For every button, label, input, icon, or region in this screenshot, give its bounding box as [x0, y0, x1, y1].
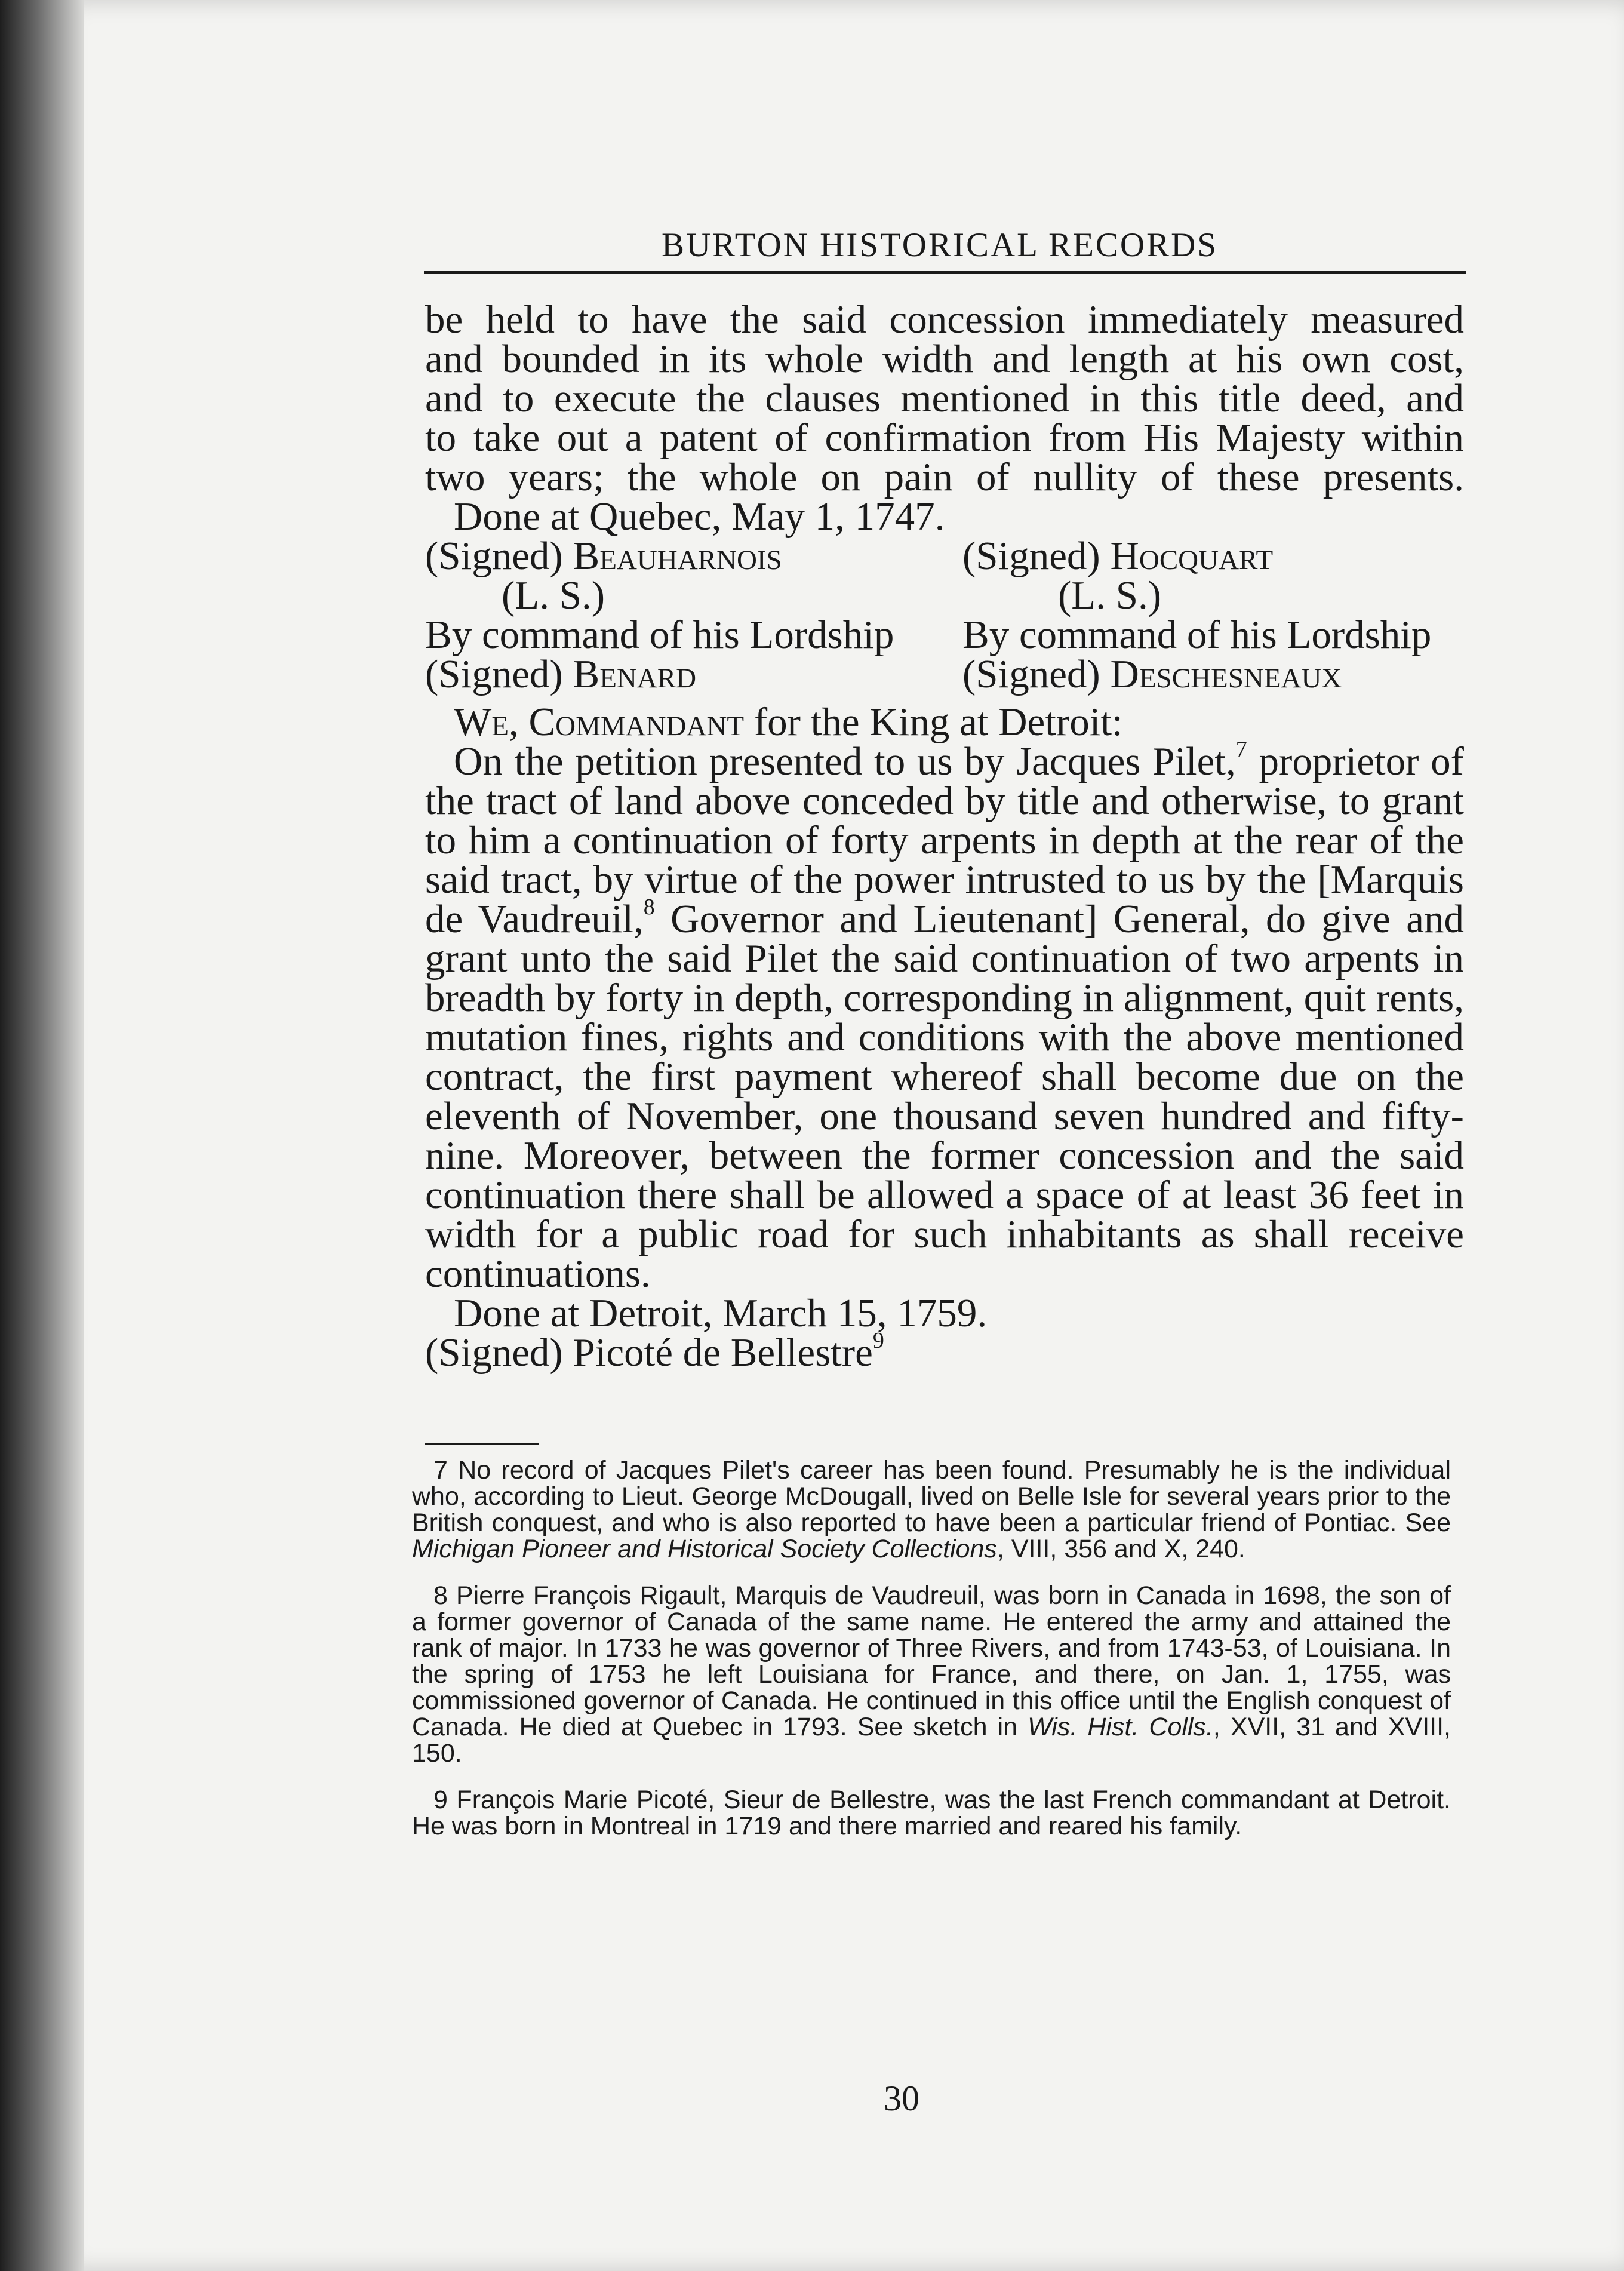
signer-deschesneaux: Deschesneaux [1110, 652, 1342, 696]
footnote-ref-8: 8 [643, 895, 655, 920]
main-text [425, 297, 1464, 1375]
petition-text: proprietor of the tract of land above conceded by title and otherwise, to grant to him a continuation of forty arpents in depth at the rear of the said tract, by virtue of the power intrusted to us by the [Marquis de Vaudreuil, [425, 739, 1464, 941]
command-right: By command of his Lordship [962, 613, 1432, 657]
text-line: and to execute the clauses mentioned in this title deed, and [425, 376, 1464, 420]
text-line: two years; the whole on pain of nullity of these presents. [425, 455, 1464, 499]
footnote-text: 7 No record of Jacques Pilet's career has been found. Presumably he is the individual who, according to Lieut. George McDougall, lived on Belle Isle for several years prior to the British conquest, and who is also reported to have been a particular friend of Pontiac. See [412, 1456, 1451, 1537]
signer-benard: Benard [573, 652, 697, 696]
footnote-9: 9 François Marie Picoté, Sieur de Bellestre, was the last French commandant at Detroit. He was born in Montreal in 1719 and there married and reared his family. [412, 1786, 1451, 1840]
petition-text: Governor and Lieutenant] General, do give and grant unto the said Pilet the said continuation of two arpents in breadth by forty in depth, corresponding in alignment, quit rents, mutation fines, rights and conditions with the above mentioned contract, the first payment whereof shall become due on the eleventh of November, one thousand seven hundred and fifty-nine. Moreover, between the former concession and the said continuation there shall be allowed a space of at least 36 feet in width for a public road for such inhabitants as shall receive continuations. [425, 897, 1464, 1296]
footnote-text: 8 Pierre François Rigault, Marquis de Vaudreuil, was born in Canada in 1698, the son of a former governor of Canada of the same name. He entered the army and attained the rank of major. In 1733 he was governor of Three Rivers, and from 1743-53, of Louisiana. In the spring of 1753 he left Louisiana for France, and there, on Jan. 1, 1755, was commissioned governor of Canada. He continued in this office until the English conquest of Canada. He died at Quebec in 1793. See sketch in [412, 1581, 1451, 1741]
petition-text: On the petition presented to us by Jacques Pilet, [454, 739, 1236, 783]
header-rule [424, 271, 1466, 274]
footnote-8 [412, 1582, 1451, 1766]
text-line: to take out a patent of confirmation from His Majesty within [425, 416, 1464, 460]
running-head: BURTON HISTORICAL RECORDS [662, 226, 1218, 264]
footnote-text: , VIII, 356 and X, 240. [996, 1535, 1245, 1563]
we-word: We, [454, 700, 529, 744]
seal-left: (L. S.) [502, 573, 605, 617]
signed-prefix: (Signed) [425, 652, 573, 696]
signature-left [425, 536, 945, 576]
signed-prefix: (Signed) [962, 534, 1111, 578]
final-signature [425, 1328, 1464, 1375]
secretary-left [425, 654, 945, 694]
done-at-quebec: Done at Quebec, May 1, 1747. [454, 494, 945, 539]
footnote-citation: Michigan Pioneer and Historical Society Collections [412, 1535, 997, 1563]
footnotes [412, 1457, 1451, 1860]
petition-paragraph [425, 737, 1464, 1296]
footnote-ref-7: 7 [1235, 737, 1247, 762]
signer-bellestre: (Signed) Picoté de Bellestre [425, 1330, 873, 1375]
footnote-citation: Wis. Hist. Colls. [1028, 1713, 1213, 1741]
signer-beauharnois: Beauharnois [573, 534, 782, 578]
secretary-right [945, 654, 1464, 694]
footnote-ref-9: 9 [872, 1328, 884, 1353]
signature-block [425, 536, 1464, 694]
text-line: be held to have the said concession immediately measured [425, 297, 1464, 342]
commandant-heading [425, 702, 1464, 742]
signed-prefix: (Signed) [962, 652, 1111, 696]
footnote-text: , XVII, 31 and XVIII, 150. [412, 1713, 1451, 1768]
seal-right: (L. S.) [1058, 573, 1162, 617]
commandant-word: Commandant [528, 700, 745, 744]
signature-right [945, 536, 1464, 576]
commandant-rest: for the King at Detroit: [744, 700, 1123, 744]
footnote-rule [425, 1443, 539, 1445]
done-at-detroit: Done at Detroit, March 15, 1759. [454, 1291, 988, 1335]
signer-hocquart: Hocquart [1110, 534, 1274, 578]
text-line: and bounded in its whole width and length at his own cost, [425, 337, 1464, 381]
signed-prefix: (Signed) [425, 534, 573, 578]
command-left: By command of his Lordship [425, 613, 894, 657]
page-number: 30 [884, 2079, 919, 2118]
binding-shadow [0, 0, 84, 2271]
footnote-7 [412, 1457, 1451, 1562]
